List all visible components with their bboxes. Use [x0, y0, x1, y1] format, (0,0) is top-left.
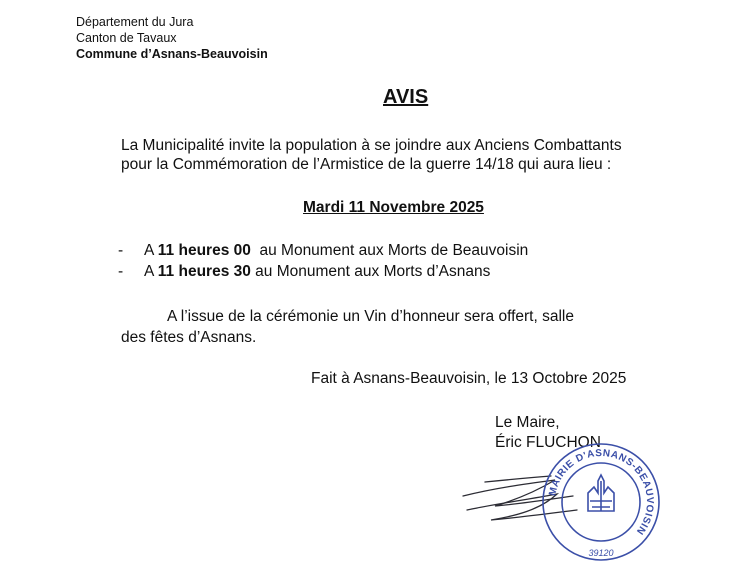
list-dash: -	[118, 263, 124, 280]
department-line: Département du Jura	[76, 15, 194, 29]
schedule-prefix: A	[144, 263, 158, 280]
official-stamp	[540, 441, 662, 563]
commune-line: Commune d’Asnans-Beauvoisin	[76, 47, 268, 61]
intro-line-1: La Municipalité invite la population à se joindre aux Anciens Combattants	[121, 137, 622, 154]
intro-paragraph	[121, 136, 622, 174]
schedule-list	[118, 240, 528, 282]
notice-title: AVIS	[383, 86, 429, 108]
reception-line-2: des fêtes d’Asnans.	[121, 329, 257, 346]
schedule-item	[118, 261, 528, 282]
schedule-place: au Monument aux Morts de Beauvoisin	[250, 242, 529, 259]
list-dash: -	[118, 242, 124, 259]
stamp-emblem-details	[590, 481, 612, 511]
place-and-date-line: Fait à Asnans-Beauvoisin, le 13 Octobre 2025	[311, 370, 627, 387]
schedule-time: 11 heures 30	[157, 263, 251, 280]
signer-role: Le Maire,	[495, 414, 560, 431]
signer-name: Éric FLUCHON	[495, 434, 601, 451]
schedule-place: au Monument aux Morts d’Asnans	[250, 263, 491, 280]
stamp-postcode: 39120	[588, 548, 614, 558]
stamp-ring-text: MAIRIE D'ASNANS-BEAUVOISIN	[547, 447, 656, 537]
schedule-time: 11 heures 00	[157, 242, 251, 259]
reception-line-1: A l’issue de la cérémonie un Vin d’honneur sera offert, salle	[167, 308, 574, 325]
schedule-prefix: A	[144, 242, 158, 259]
canton-line: Canton de Tavaux	[76, 31, 177, 45]
reception-paragraph	[121, 306, 574, 348]
municipality-header	[76, 14, 268, 62]
intro-line-2: pour la Commémoration de l’Armistice de la guerre 14/18 qui aura lieu :	[121, 156, 612, 173]
event-date: Mardi 11 Novembre 2025	[303, 199, 484, 216]
schedule-item	[118, 240, 528, 261]
